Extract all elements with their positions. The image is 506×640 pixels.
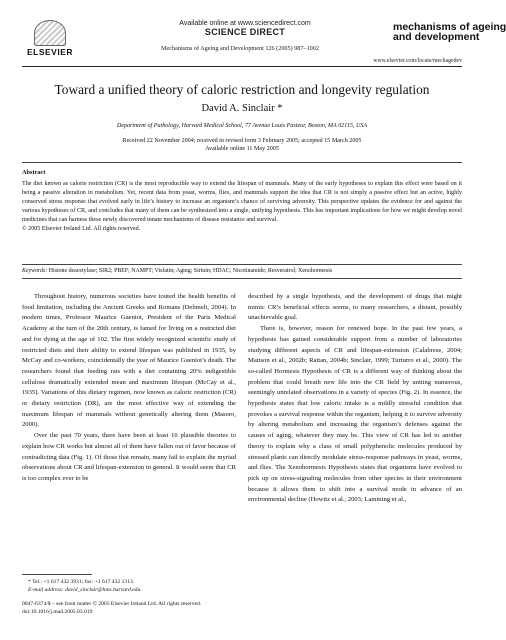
available-online-text: Available online at www.sciencedirect.com [179,20,311,27]
journal-header [0,0,506,58]
body-left-column [22,292,236,485]
journal-citation: Mechanisms of Ageing and Development 126 (2005) 987–1002 [161,45,319,52]
abstract-bottom-divider [22,264,462,265]
online-date: Available online 11 May 2005 [205,146,279,152]
journal-url-link[interactable]: www.elsevier.com/locate/mechagedev [373,58,462,64]
body-paragraph: There is, however, reason for renewed hope. In the past few years, a hypothesis has gained considerable support from a number of laboratories studying different aspects of CR and lifespan-extension (Calabrese, 2004; Mattson et al., 2002b; Rattan, 2004b; Sinclair, 1999; Turturro et al., 2000). The so-called Hormesis Hypothesis of CR is a different way of thinking about the problem that could breath new life into the CR field by uniting numerous, seemingly unrelated observations in a variety of species (Fig. 2). In essence, the hypothesis states that low caloric intake is a mildly stressful condition that provokes a survival response within the organism, helping it to survive adversity by altering metabolism and increasing the organism’s defenses against the causes of aging, whatever they may be. This view of CR has led to another theory to explain why a class of small polyphenolic molecules produced by stressed plants can directly modulate stress-response pathways in yeast, worms, and flies. The Xenohormesis Hypothesis states that organisms have evolved to pick up on stress-signaling molecules from other species in their environment because it allows them to shift into a survival mode in advance of an environmental decline (Howitz et al., 2003; Lamming et al., [248,325,462,504]
header-divider [22,66,462,67]
footnote-phone: * Tel.: +1 617 432 3931; fax: +1 617 432 1313. [28,579,135,585]
body-paragraph: described by a single hypothesis, and the development of drugs that might mimic CR’s beneficial effects seems, to many researchers, a distant, possibly unachievable goal. [248,293,462,322]
keywords-line [22,268,462,274]
body-right-column [248,292,462,506]
keywords-divider [22,278,462,279]
publisher-name: ELSEVIER [26,47,74,57]
journal-logo-line-2: and development [393,31,480,43]
sciencedirect-logo [150,27,340,37]
article-title: Toward a unified theory of caloric restriction and longevity regulation [54,82,430,97]
abstract-text: The diet known as calorie restriction (CR) is the most reproducible way to extend the lifespan of mammals. Many of the early hypotheses to explain this effect were based on it being a passive alteration in metabolism. Yet, recent data from yeast, worms, flies, and mammals support the idea that CR is not simply a passive effect but an active, highly conserved stress response that evolved early in life’s history to increase an organism’s chance of surviving adversity. This perspective updates the evidence for and against the various hypotheses of CR, and concludes that many of them can be synthesized into a single, unifying hypothesis. This has important implications for how we might develop novel medicines that can harness these newly discovered innate mechanisms of disease resistance and survival. [22,181,462,224]
author-affiliation: Department of Pathology, Harvard Medical School, 77 Avenue Louis Pasteur, Boston, MA 02115, USA [116,123,368,129]
body-paragraph: Throughout history, numerous societies have touted the health benefits of food limitation, including the Ancient Greeks and Romans (Dehmelt, 2004). In modern times, Professor Maurice Gueniot, President of the Paris Medical Academy at the turn of the 20th century, is famed for living on a restricted diet and for dying at the age of 102. The first widely recognized scientific study of restricted diets and their ability to extend lifespan was published in 1935, by McCay and co-workers, coincidentally the year of Maurice Gueniot’s death. The researchers found that feeding rats with a diet containing 20% indigestible cellulose dramatically extended mean and maximum lifespan (McCay et al., 1935). Variations of this dietary regimen, now known as caloric restriction (CR) or dietary restriction (DR), are the most effective way of extending the maximum lifespan of mammals without genetically altering them (Masoro, 2000). [22,293,236,429]
journal-logo-line-1: mechanisms of ageing [393,21,506,33]
sciencedirect-banner [150,20,340,37]
received-dates: Received 22 November 2004; received in revised form 3 February 2005; accepted 15 March 2005 [122,138,362,144]
doi-link[interactable]: doi:10.1016/j.mad.2005.03.019 [22,609,93,615]
issn-line: 0047-6374/$ – see front matter © 2005 Elsevier Ireland Ltd. All rights reserved. [22,601,202,607]
keywords-label: Keywords: [22,268,48,274]
elsevier-tree-icon [34,20,66,46]
abstract-copyright: © 2005 Elsevier Ireland Ltd. All rights reserved. [22,226,141,233]
elsevier-logo [22,20,78,58]
keywords-text: Histone deacetylase; SIR2; PBEF; NAMPT; Visfatin; Aging; Sirtuin; HDAC; Nicotinamide; Resveratrol; Xenohormesis [48,268,333,274]
footnote-divider [22,574,92,575]
abstract-top-divider [22,162,462,163]
sciencedirect-brand-text: SCIENCE DIRECT [204,27,286,37]
abstract-heading: Abstract [22,169,46,176]
author-footnote [22,578,236,594]
page-footer [22,600,272,616]
abstract-section [22,180,462,235]
journal-logo [393,21,506,58]
article-author: David A. Sinclair * [201,103,283,114]
body-paragraph: Over the past 70 years, there have been at least 10 plausible theories to explain how CR works but almost all of them have fallen out of favor because of contradicting data (Fig. 1). Of those that remain, many fail to explain the myriad observations about CR and lifespan-extension in general. It would seem that CR is too complex ever to be [22,432,236,482]
footnote-email[interactable]: E-mail address: david_sinclair@hms.harvard.edu. [28,587,142,593]
